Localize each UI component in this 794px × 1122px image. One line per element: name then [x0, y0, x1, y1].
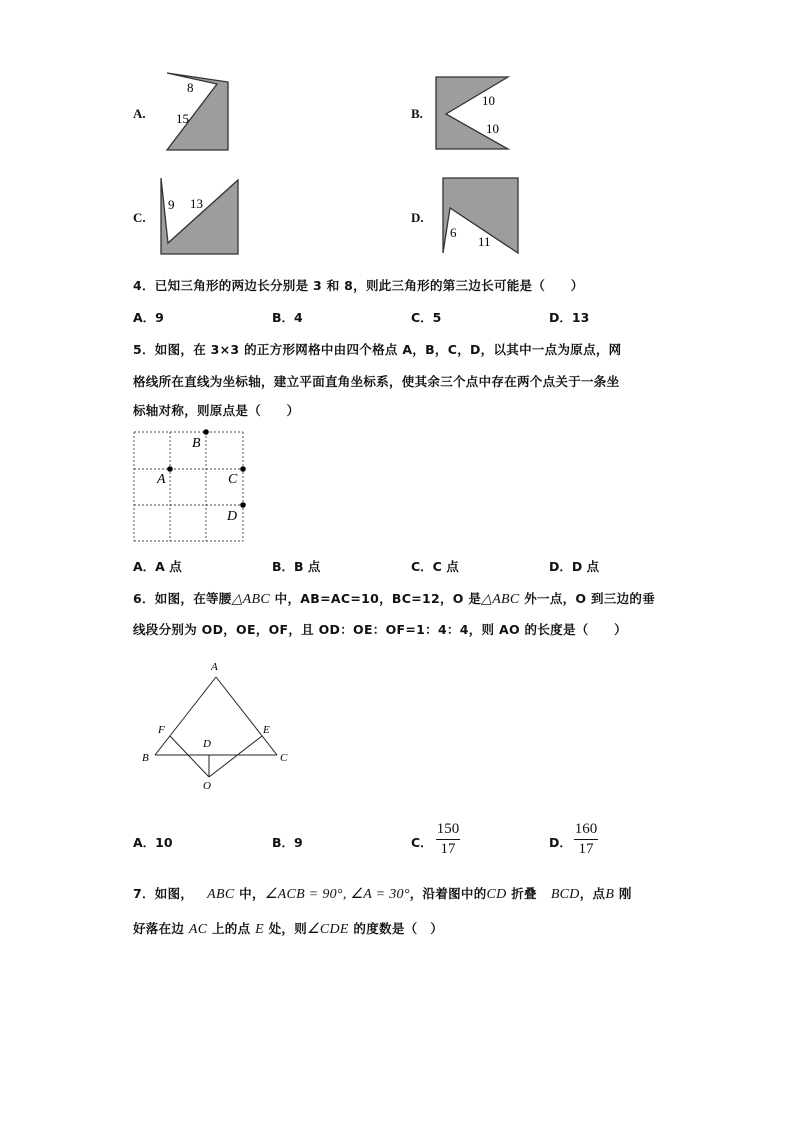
q6-text-1c: AB=AC=10，BC=12，O 是: [300, 591, 482, 606]
q7-text-cd: CD: [486, 887, 507, 902]
q5-grid-figure: [130, 428, 250, 546]
q7-text-2e: 处，则: [263, 921, 307, 936]
q4-text: 4．已知三角形的两边长分别是 3 和 8，则此三角形的第三边长可能是（ ）: [133, 278, 584, 293]
q6-triangle-figure: [135, 655, 295, 795]
q6-option-c-numerator: 150: [436, 821, 460, 837]
q3-figure-c-side1: 9: [168, 197, 175, 212]
q7-text-2a: 好落在边: [133, 921, 189, 936]
q6-option-d-denominator: 17: [578, 841, 594, 857]
q6-option-d-fraction: [574, 820, 598, 859]
q5-option-a: A．A 点: [133, 559, 182, 574]
q6-label-a: A: [211, 661, 218, 673]
q6-label-d: D: [203, 738, 211, 750]
q5-point-b: [203, 429, 209, 435]
q3-figure-d: [435, 170, 527, 258]
q4-option-b: B．4: [272, 310, 303, 325]
q7-text-angles: ∠ACB = 90°, ∠A = 30°: [264, 887, 410, 902]
q4-option-d: D．13: [549, 310, 590, 325]
q3-figure-d-side2: 11: [478, 234, 491, 249]
q7-text-b: B: [605, 887, 615, 902]
q5-label-d: D: [227, 509, 238, 524]
q6-text-1b: 中，: [270, 591, 301, 606]
q6-text-line2: 线段分别为 OD，OE，OF，且 OD：OE：OF=1：4：4，则 AO 的长度是（ ）: [133, 622, 627, 637]
q5-option-b: B．B 点: [272, 559, 321, 574]
q3-figure-a: [160, 66, 250, 156]
q5-text-line3: 标轴对称，则原点是（ ）: [133, 403, 300, 418]
q7-text-line2: [133, 919, 443, 938]
q5-point-a: [167, 466, 173, 472]
q5-label-a: A: [157, 472, 166, 487]
q5-point-d: [240, 502, 246, 508]
q3-figure-c-side2: 13: [190, 196, 203, 211]
q7-text-1: 7．如图，: [133, 886, 194, 901]
q3-figure-b-shape: [436, 77, 508, 149]
q7-text-angle-cde: ∠CDE: [307, 922, 349, 937]
q6-option-b: B．9: [272, 835, 303, 850]
q5-text-line2: 格线所在直线为坐标轴，建立平面直角坐标系，使其余三个点中存在两个点关于一条坐: [133, 374, 620, 389]
q6-option-d-numerator: 160: [574, 821, 598, 837]
q7-text-2g: 的度数是（ ）: [348, 921, 444, 936]
q3-option-d-label: D.: [411, 210, 424, 225]
q7-text-11: 刚: [614, 886, 632, 901]
q6-label-b: B: [142, 752, 149, 764]
q3-figure-b-side1: 10: [482, 93, 495, 108]
q5-option-c: C．C 点: [411, 559, 459, 574]
q6-text-1a: 6．如图，在等腰: [133, 591, 232, 606]
q3-figure-c: [155, 172, 245, 262]
q3-figure-b-side2: 10: [486, 121, 499, 136]
q5-label-c: C: [228, 472, 238, 487]
q6-text-line1: [133, 589, 655, 608]
q7-text-line1: [133, 884, 632, 903]
q6-label-c: C: [280, 752, 288, 764]
q5-grid-lines: [134, 432, 243, 541]
q6-option-c-label: C．: [411, 835, 433, 850]
q3-figure-d-side1: 6: [450, 225, 457, 240]
q7-text-5: ，沿着图中的: [409, 886, 487, 901]
q5-text-line1: 5．如图，在 3×3 的正方形网格中由四个格点 A，B，C，D，以其中一点为原点，网: [133, 342, 622, 357]
q7-text-3: 中，: [234, 886, 265, 901]
q4-option-c: C．5: [411, 310, 442, 325]
q6-text-1e: 外一点，O 到三边的垂: [519, 591, 655, 606]
q3-figure-b: [430, 70, 520, 155]
q7-text-abc: ABC: [207, 887, 235, 902]
q3-figure-a-side2: 15: [176, 111, 189, 126]
q7-text-ac: AC: [188, 922, 208, 937]
q6-label-o: O: [203, 780, 211, 792]
q5-label-b: B: [192, 436, 201, 451]
q3-figure-a-side1: 8: [187, 80, 194, 95]
q6-label-f: F: [158, 724, 165, 736]
q3-option-b-label: B.: [411, 106, 423, 121]
q6-option-d-label: D．: [549, 835, 572, 850]
q3-option-a-label: A.: [133, 106, 146, 121]
q6-option-a: A．10: [133, 835, 173, 850]
q6-option-c-denominator: 17: [440, 841, 456, 857]
q6-text-1-triangle2: △ABC: [481, 592, 520, 607]
q4-option-a: A．9: [133, 310, 164, 325]
q7-text-9: ，点: [579, 886, 606, 901]
q6-label-e: E: [263, 724, 270, 736]
q7-text-bcd: BCD: [550, 887, 580, 902]
q6-option-c-fraction: [436, 820, 460, 859]
q7-text-e: E: [255, 922, 264, 937]
q5-point-c: [240, 466, 246, 472]
q6-figure-lines: [155, 677, 277, 777]
q7-text-2c: 上的点: [207, 921, 256, 936]
q3-figure-c-shape: [161, 178, 238, 254]
q6-text-1-triangle: △ABC: [231, 592, 271, 607]
q5-option-d: D．D 点: [549, 559, 600, 574]
q3-option-c-label: C.: [133, 210, 146, 225]
q7-text-7: 折叠: [506, 886, 542, 901]
